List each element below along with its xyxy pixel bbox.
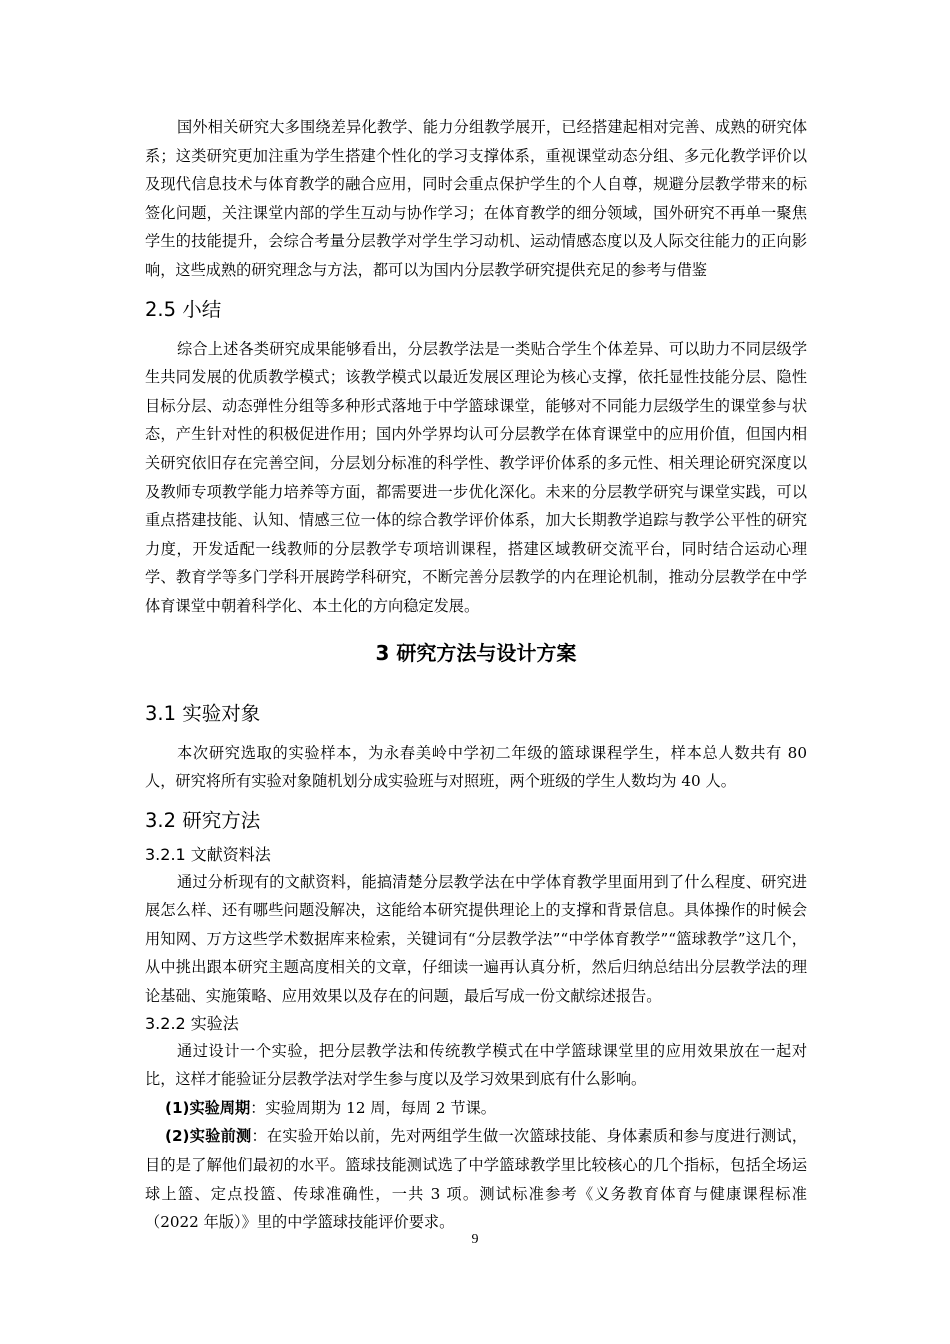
heading-3-2: 3.2 研究方法 (145, 808, 261, 832)
page-number: 9 (471, 1232, 479, 1247)
list-item-period (145, 1094, 807, 1123)
paragraph-foreign-research: 国外相关研究大多围绕差异化教学、能力分组教学展开，已经搭建起相对完善、成熟的研究体系；这类研究更加注重为学生搭建个性化的学习支撑体系，重视课堂动态分组、多元化教学评价以及现代信息技术与体育教学的融合应用，同时会重点保护学生的个人自尊，规避分层教学带来的标签化问题，关注课堂内部的学生互动与协作学习；在体育教学的细分领域，国外研究不再单一聚焦学生的技能提升，会综合考量分层教学对学生学习动机、运动情感态度以及人际交往能力的正向影响，这些成熟的研究理念与方法，都可以为国内分层教学研究提供充足的参考与借鉴 (145, 118, 807, 279)
item-text-pretest: ：在实验开始以前，先对两组学生做一次篮球技能、身体素质和参与度进行测试，目的是了解他们最初的水平。篮球技能测试选了中学篮球教学里比较核心的几个指标，包括全场运球上篮、定点投篮、传球准确性，一共 3 项。测试标准参考《义务教育体育与健康课程标准（2022 年版）》里的中学篮球技能评价要求。 (145, 1127, 808, 1232)
heading-3-2-1: 3.2.1 文献资料法 (145, 844, 271, 864)
heading-3-1: 3.1 实验对象 (145, 701, 261, 725)
list-item-pretest (145, 1122, 807, 1236)
chapter-3-title: 3 研究方法与设计方案 (375, 640, 577, 665)
item-text-period: ：实验周期为 12 周，每周 2 节课。 (250, 1098, 496, 1117)
item-label-period: (1)实验周期 (165, 1098, 251, 1117)
item-label-pretest: (2)实验前测 (165, 1127, 252, 1146)
paragraph-literature-method: 通过分析现有的文献资料，能搞清楚分层教学法在中学体育教学里面用到了什么程度、研究进展怎么样、还有哪些问题没解决，这能给本研究提供理论上的支撑和背景信息。具体操作的时候会用知网、万方这些学术数据库来检索，关键词有“分层教学法”“中学体育教学”“篮球教学”这几个，从中挑出跟本研究主题高度相关的文章，仔细读一遍再认真分析，然后归纳总结出分层教学法的理论基础、实施策略、应用效果以及存在的问题，最后写成一份文献综述报告。 (145, 872, 807, 1006)
heading-2-5: 2.5 小结 (145, 297, 222, 321)
paragraph-summary: 综合上述各类研究成果能够看出，分层教学法是一类贴合学生个体差异、可以助力不同层级学生共同发展的优质教学模式；该教学模式以最近发展区理论为核心支撑，依托显性技能分层、隐性目标分层、动态弹性分组等多种形式落地于中学篮球课堂，能够对不同能力层级学生的课堂参与状态，产生针对性的积极促进作用；国内外学界均认可分层教学在体育课堂中的应用价值，但国内相关研究依旧存在完善空间，分层划分标准的科学性、教学评价体系的多元性、相关理论研究深度以及教师专项教学能力培养等方面，都需要进一步优化深化。未来的分层教学研究与课堂实践，可以重点搭建技能、认知、情感三位一体的综合教学评价体系，加大长期教学追踪与教学公平性的研究力度，开发适配一线教师的分层教学专项培训课程，搭建区域教研交流平台，同时结合运动心理学、教育学等多门学科开展跨学科研究，不断完善分层教学的内在理论机制，推动分层教学在中学体育课堂中朝着科学化、本土化的方向稳定发展。 (145, 339, 807, 615)
heading-3-2-2: 3.2.2 实验法 (145, 1013, 239, 1033)
page-content (145, 113, 807, 1237)
paragraph-experiment-method: 通过设计一个实验，把分层教学法和传统教学模式在中学篮球课堂里的应用效果放在一起对比，这样才能验证分层教学法对学生参与度以及学习效果到底有什么影响。 (145, 1041, 807, 1089)
paragraph-subjects: 本次研究选取的实验样本，为永春美岭中学初二年级的篮球课程学生，样本总人数共有 80 人，研究将所有实验对象随机划分成实验班与对照班，两个班级的学生人数均为 40 人。 (145, 743, 807, 791)
